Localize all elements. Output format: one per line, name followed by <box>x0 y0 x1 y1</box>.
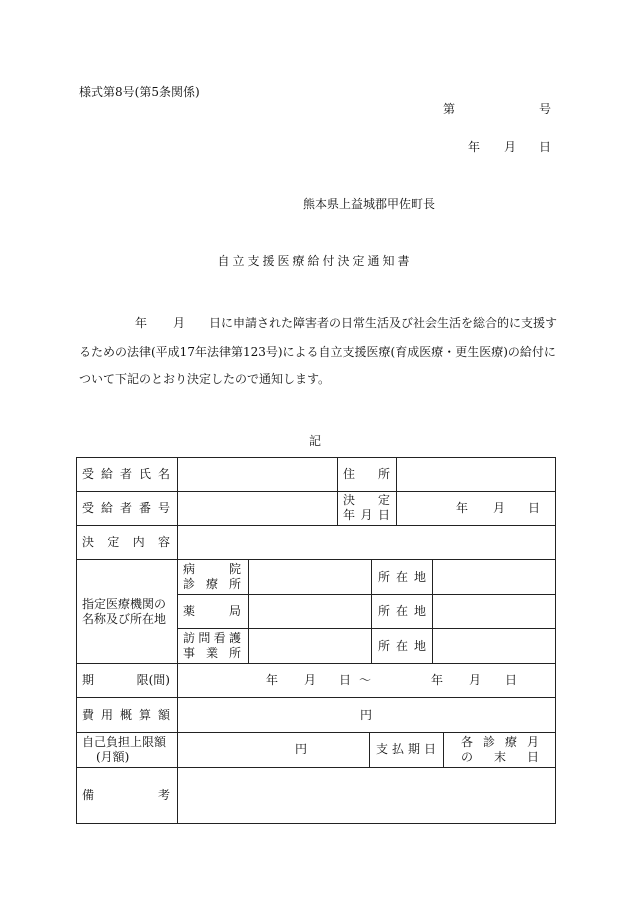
period-end-year: 年 <box>431 673 444 687</box>
location-label-pharmacy: 所 在 地 <box>378 604 426 618</box>
payment-date-label: 支 払 期 日 <box>376 742 436 756</box>
cost-estimate-yen: 円 <box>360 708 373 722</box>
date-month-label: 月 <box>504 140 517 154</box>
decision-table <box>76 457 556 824</box>
body-line-3: ついて下記のとおり決定したので通知します。 <box>79 372 331 386</box>
remarks-label: 備 考 <box>82 788 170 802</box>
period-end-day: 日 <box>505 673 518 687</box>
hospital-label-bottom: 診 療 所 <box>183 577 241 591</box>
pharmacy-label: 薬 局 <box>183 604 241 618</box>
period-start-year: 年 <box>266 673 279 687</box>
body-month-label: 月 <box>173 316 186 330</box>
recipient-number-label: 受 給 者 番 号 <box>82 501 170 515</box>
issuer-name: 熊本県上益城郡甲佐町長 <box>303 197 436 211</box>
period-end-month: 月 <box>469 673 482 687</box>
document-number-suffix: 号 <box>539 102 552 116</box>
period-label: 期 限(間) <box>82 673 170 687</box>
recipient-name-label: 受 給 者 氏 名 <box>82 467 170 481</box>
decision-day-label: 日 <box>528 501 541 515</box>
body-year-label: 年 <box>135 316 148 330</box>
decision-date-label-top: 決 定 <box>343 493 390 507</box>
date-day-label: 日 <box>539 140 552 154</box>
hospital-label-top: 病 院 <box>183 562 241 576</box>
decision-year-label: 年 <box>456 501 469 515</box>
body-line-1 <box>79 317 557 329</box>
decision-month-label: 月 <box>493 501 506 515</box>
location-label-nursing: 所 在 地 <box>378 639 426 653</box>
body-line-2: るための法律(平成17年法律第123号)による自立支援医療(育成医療・更生医療)の給付に <box>79 345 556 359</box>
each-month-label-top: 各 診 療 月 <box>461 735 539 749</box>
body-line-1-text: 日に申請された障害者の日常生活及び社会生活を総合的に支援す <box>209 316 558 330</box>
nursing-label-bottom: 事 業 所 <box>183 646 241 660</box>
ki-heading: 記 <box>308 434 321 448</box>
copay-limit-yen: 円 <box>295 742 308 756</box>
location-label-hospital: 所 在 地 <box>378 570 426 584</box>
institution-label-bottom: 名称及び所在地 <box>82 612 167 626</box>
decision-content-label: 決 定 内 容 <box>82 535 170 549</box>
address-label: 住 所 <box>343 467 390 481</box>
document-number-prefix: 第 <box>443 102 456 116</box>
copay-limit-label-bottom: (月額) <box>96 750 130 764</box>
each-month-label-bottom: の 末 日 <box>461 750 539 764</box>
cost-estimate-label: 費 用 概 算 額 <box>82 708 170 722</box>
institution-label-top: 指定医療機関の <box>82 597 167 611</box>
form-number: 様式第8号(第5条関係) <box>79 85 200 99</box>
period-start-day: 日 <box>339 673 352 687</box>
period-start-month: 月 <box>304 673 317 687</box>
date-year-label: 年 <box>468 140 481 154</box>
period-tilde: 〜 <box>359 673 372 687</box>
document-title: 自立支援医療給付決定通知書 <box>217 254 413 268</box>
copay-limit-label-top: 自己負担上限額 <box>82 735 167 749</box>
decision-date-label-bottom: 年 月 日 <box>343 508 390 522</box>
nursing-label-top: 訪 問 看 護 <box>183 631 241 645</box>
